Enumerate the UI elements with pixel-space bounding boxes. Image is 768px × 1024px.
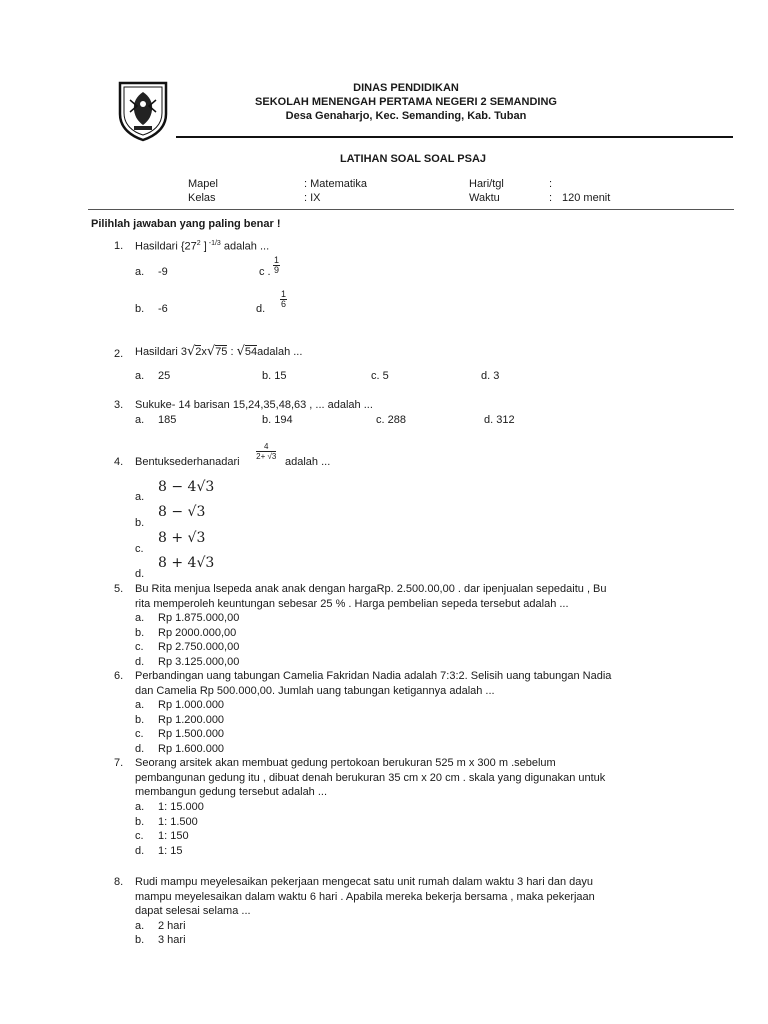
q6-number: 6. xyxy=(114,670,124,682)
q2-radicand-2: 75 xyxy=(215,346,228,358)
q1-exp1: 2 xyxy=(196,240,201,247)
fraction-denominator: 6 xyxy=(281,299,287,309)
q5-d-label: d. xyxy=(135,656,145,668)
q4-c-label: c. xyxy=(135,543,144,555)
q1-pre: Hasildari {27 xyxy=(135,240,197,253)
q2-pre: Hasildari 3 xyxy=(135,346,187,358)
sqrt-icon: √ xyxy=(186,344,196,359)
q3-a-label: a. xyxy=(135,414,145,426)
q5-c-label: c. xyxy=(135,641,144,653)
q8-line2: mampu meyelesaikan dalam waktu 6 hari . Apabila mereka bekerja bersama , maka pekerjaan xyxy=(135,891,595,903)
sqrt-icon: √ xyxy=(206,344,216,359)
q6-d-label: d. xyxy=(135,743,145,755)
q3-d-text: d. 312 xyxy=(484,414,515,426)
q6-c-text: Rp 1.500.000 xyxy=(158,728,225,740)
mapel-label: Mapel xyxy=(188,178,218,190)
q2-radicand-3: 54 xyxy=(244,346,258,358)
q5-b-text: Rp 2000.000,00 xyxy=(158,627,237,639)
fraction-numerator: 1 xyxy=(274,255,280,265)
q2-b-text: b. 15 xyxy=(262,370,287,382)
q4-c-math: 8 + √3 xyxy=(158,530,206,546)
q4-number: 4. xyxy=(114,456,124,468)
q2-text xyxy=(135,344,302,359)
q4-post: adalah ... xyxy=(285,456,331,468)
q4-fraction xyxy=(256,442,276,461)
q4-a-math: 8 − 4√3 xyxy=(158,479,215,495)
q8-b-text: 3 hari xyxy=(158,934,186,946)
q1-c-label: c . xyxy=(259,266,271,278)
kelas-label: Kelas xyxy=(188,192,216,204)
q6-a-label: a. xyxy=(135,699,145,711)
q7-d-text: 1: 15 xyxy=(158,845,183,857)
q7-d-label: d. xyxy=(135,845,145,857)
q5-line2: rita memperoleh keuntungan sebesar 25 % . Harga pembelian sepeda tersebut adalah ... xyxy=(135,598,569,610)
fraction-numerator: 1 xyxy=(281,289,287,299)
q7-line3: membangun gedung tersebut adalah ... xyxy=(135,786,328,798)
q5-b-label: b. xyxy=(135,627,145,639)
q3-c-text: c. 288 xyxy=(376,414,406,426)
haritgl-value: : xyxy=(549,178,553,190)
q7-a-label: a. xyxy=(135,801,145,813)
q1-c-fraction xyxy=(273,256,280,275)
q2-a-text: 25 xyxy=(158,370,171,382)
q2-d-text: d. 3 xyxy=(481,370,500,382)
q1-exp2: -1/3 xyxy=(206,240,221,247)
q6-c-label: c. xyxy=(135,728,144,740)
q4-pre: Bentuksederhanadari xyxy=(135,456,240,468)
sqrt-icon: √ xyxy=(236,344,245,359)
q7-number: 7. xyxy=(114,757,124,769)
fraction-denominator: 9 xyxy=(274,265,280,275)
q8-a-text: 2 hari xyxy=(158,920,186,932)
kelas-value: : IX xyxy=(304,192,321,204)
q2-number: 2. xyxy=(114,348,124,360)
q8-a-label: a. xyxy=(135,920,145,932)
haritgl-label: Hari/tgl xyxy=(469,178,504,190)
header-agency: DINAS PENDIDIKAN xyxy=(353,82,459,94)
q6-b-label: b. xyxy=(135,714,145,726)
q2-radicand-1: 2 xyxy=(195,346,202,358)
q7-c-text: 1: 150 xyxy=(158,830,189,842)
q6-line2: dan Camelia Rp 500.000,00. Jumlah uang tabungan ketigannya adalah ... xyxy=(135,685,495,697)
q1-b-text: -6 xyxy=(158,303,168,315)
q1-d-label: d. xyxy=(256,303,266,315)
regency-crest-icon xyxy=(117,80,169,142)
q8-line1: Rudi mampu meyelesaikan pekerjaan mengecat satu unit rumah dalam waktu 3 hari dan dayu xyxy=(135,876,593,888)
q4-d-label: d. xyxy=(135,568,145,580)
q7-line1: Seorang arsitek akan membuat gedung pertokoan berukuran 525 m x 300 m .sebelum xyxy=(135,757,556,769)
q5-c-text: Rp 2.750.000,00 xyxy=(158,641,240,653)
q1-post: adalah ... xyxy=(220,240,270,253)
q3-b-text: b. 194 xyxy=(262,414,293,426)
header-address: Desa Genaharjo, Kec. Semanding, Kab. Tuban xyxy=(285,110,527,122)
q1-a-label: a. xyxy=(135,266,145,278)
q5-number: 5. xyxy=(114,583,124,595)
q5-d-text: Rp 3.125.000,00 xyxy=(158,656,240,668)
q2-post: adalah ... xyxy=(257,346,303,358)
q6-a-text: Rp 1.000.000 xyxy=(158,699,225,711)
q5-a-label: a. xyxy=(135,612,145,624)
q6-b-text: Rp 1.200.000 xyxy=(158,714,225,726)
q1-b-label: b. xyxy=(135,303,145,315)
q1-a-text: -9 xyxy=(158,266,168,278)
q1-mid: ] xyxy=(200,240,207,253)
q4-b-label: b. xyxy=(135,517,145,529)
header-school: SEKOLAH MENENGAH PERTAMA NEGERI 2 SEMANDING xyxy=(255,96,557,108)
fraction-denominator: 2+ √3 xyxy=(256,452,277,461)
q8-number: 8. xyxy=(114,876,124,888)
q4-d-math: 8 + 4√3 xyxy=(158,555,215,571)
waktu-value: 120 menit xyxy=(562,192,611,204)
q7-b-text: 1: 1.500 xyxy=(158,816,198,828)
q1-text xyxy=(135,240,269,253)
q7-a-text: 1: 15.000 xyxy=(158,801,204,813)
page-title: LATIHAN SOAL SOAL PSAJ xyxy=(339,153,487,165)
instruction: Pilihlah jawaban yang paling benar ! xyxy=(91,218,281,230)
q1-d-fraction xyxy=(280,290,287,309)
q8-b-label: b. xyxy=(135,934,145,946)
q3-text: Sukuke- 14 barisan 15,24,35,48,63 , ... adalah ... xyxy=(135,399,373,411)
q3-number: 3. xyxy=(114,399,124,411)
q7-b-label: b. xyxy=(135,816,145,828)
q1-number: 1. xyxy=(114,240,124,252)
q5-line1: Bu Rita menjua lsepeda anak anak dengan hargaRp. 2.500.00,00 . dar ipenjualan sepedaitu , Bu xyxy=(135,583,607,595)
q7-c-label: c. xyxy=(135,830,144,842)
mapel-value: : Matematika xyxy=(304,178,367,190)
q8-line3: dapat selesai selama ... xyxy=(135,905,251,917)
q7-line2: pembangunan gedung itu , dibuat denah berukuran 35 cm x 20 cm . skala yang digunakan untuk xyxy=(135,772,606,784)
q4-a-label: a. xyxy=(135,491,145,503)
q4-b-math: 8 − √3 xyxy=(158,504,206,520)
q3-a-text: 185 xyxy=(158,414,177,426)
info-divider xyxy=(88,209,734,210)
header-divider xyxy=(176,136,733,138)
fraction-numerator: 4 xyxy=(256,442,276,452)
q2-c-text: c. 5 xyxy=(371,370,389,382)
q6-line1: Perbandingan uang tabungan Camelia Fakridan Nadia adalah 7:3:2. Selisih uang tabungan Nadia xyxy=(135,670,612,682)
q2-times: x xyxy=(201,346,207,358)
waktu-colon: : xyxy=(549,192,553,204)
q2-a-label: a. xyxy=(135,370,145,382)
q5-a-text: Rp 1.875.000,00 xyxy=(158,612,240,624)
waktu-label: Waktu xyxy=(469,192,500,204)
q6-d-text: Rp 1.600.000 xyxy=(158,743,225,755)
q2-divide: : xyxy=(227,346,237,358)
